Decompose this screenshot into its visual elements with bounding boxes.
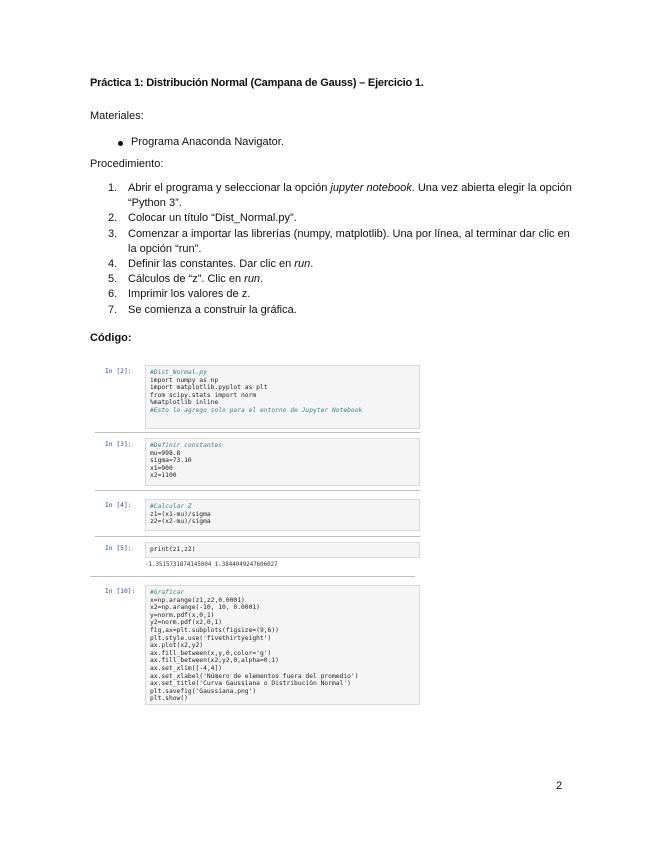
code-line: #Graficar (150, 589, 185, 596)
step-number: 2. (108, 212, 118, 225)
code-line: ax.set_title('Curva Gaussiana o Distribución Normal') (150, 680, 351, 688)
materials-item-text: Programa Anaconda Navigator. (131, 136, 284, 148)
code-line: ax.plot(x2,y2) (150, 642, 204, 650)
cell-code[interactable] (145, 365, 420, 429)
code-line: z2=(x2-mu)/sigma (150, 518, 211, 526)
step-text: Definir las constantes. Dar clic en (128, 258, 295, 271)
notebook-cell-plot[interactable] (95, 585, 420, 705)
cell-code[interactable] (145, 438, 420, 486)
code-line: #Definir constantes (150, 442, 223, 449)
code-line: x=np.arange(z1,z2,0.0001) (150, 596, 245, 604)
notebook-cell-constants[interactable] (95, 438, 420, 486)
procedure-step (108, 181, 578, 211)
step-text: Comenzar a importar las librerías (numpy, matplotlib). Una por línea, al terminar dar clic en la opción “run”. (128, 227, 570, 255)
procedure-step (108, 303, 578, 318)
code-line: ax.fill_between(x2,y2,0,alpha=0.1) (150, 657, 279, 665)
cell-code[interactable] (145, 499, 420, 531)
bullet-icon (118, 141, 123, 146)
step-emphasis: run (294, 258, 311, 271)
step-text-end: . (260, 273, 264, 286)
step-text: Cálculos de “z”. Clic en (128, 273, 245, 286)
cell-prompt: In [2]: (105, 368, 132, 375)
code-line: ax.fill_between(x,y,0,color='g') (150, 649, 272, 657)
notebook-cell-calc-z[interactable] (95, 499, 420, 531)
code-line: y2=norm.pdf(x2,0,1) (150, 619, 223, 627)
procedure-steps (108, 181, 578, 318)
step-number: 1. (108, 182, 118, 194)
code-line: plt.savefig('Gaussiana.png') (150, 687, 257, 695)
cell-prompt: In [3]: (105, 441, 132, 448)
code-line: plt.show() (150, 695, 188, 703)
cell-code[interactable] (145, 585, 420, 705)
cell-output: -1.3515731874145004 1.3844049247606027 (145, 562, 278, 568)
code-line: #Calcular Z (150, 503, 192, 510)
cell-divider (95, 490, 420, 491)
step-emphasis: jupyter notebook (330, 182, 412, 194)
notebook-cell-print[interactable] (95, 542, 420, 558)
step-text-end: . (310, 258, 314, 271)
code-line: %matplotlib inline (150, 399, 219, 407)
code-line: import matplotlib.pyplot as plt (150, 384, 268, 392)
code-line: mu=998.8 (150, 449, 181, 457)
materials-heading: Materiales: (90, 110, 144, 122)
code-line: fig,ax=plt.subplots(figsize=(9,6)) (150, 626, 279, 634)
code-line: x1=900 (150, 464, 173, 472)
step-number: 7. (108, 303, 118, 316)
step-text-end: . Una vez abierta elegir la opción “Python 3”. (128, 182, 572, 210)
procedure-step (108, 272, 578, 287)
cell-prompt: In [4]: (105, 502, 132, 509)
code-line: from scipy.stats import norm (150, 391, 257, 399)
procedure-step (108, 227, 578, 257)
page-title: Práctica 1: Distribución Normal (Campana de Gauss) – Ejercicio 1. (90, 77, 424, 89)
code-line: x2=np.arange(-10, 10, 0.0001) (150, 604, 260, 612)
cell-code[interactable] (145, 542, 420, 558)
code-line: #Dist_Normal.py (150, 369, 207, 376)
step-text: Colocar un título “Dist_Normal.py”. (128, 212, 297, 225)
procedure-step (108, 287, 578, 302)
cell-divider (95, 536, 420, 537)
procedure-step (108, 211, 578, 226)
cell-divider (95, 432, 420, 433)
code-line: print(z1,z2) (150, 546, 196, 553)
code-heading: Código: (90, 332, 132, 344)
step-number: 4. (108, 258, 118, 271)
notebook-cell-imports[interactable] (95, 365, 420, 429)
step-number: 6. (108, 288, 118, 301)
code-line: z1=(x1-mu)/sigma (150, 510, 211, 518)
code-line: import numpy as np (150, 376, 219, 384)
procedure-step (108, 257, 578, 272)
code-line: sigma=73.10 (150, 457, 192, 465)
procedure-heading: Procedimiento: (90, 158, 164, 170)
step-text: Abrir el programa y seleccionar la opción (128, 182, 331, 194)
cell-prompt: In [10]: (105, 588, 136, 595)
step-number: 5. (108, 273, 118, 286)
code-line: #Esto lo agrego solo para el entorno de Jupyter Notebook (150, 406, 363, 414)
step-emphasis: run (244, 273, 261, 286)
cell-divider (90, 576, 415, 577)
page-number: 2 (556, 780, 563, 792)
code-line: x2=1100 (150, 472, 177, 480)
cell-prompt: In [5]: (105, 545, 132, 552)
code-line: ax.set_xlabel('Número de elementos fuera del promedio') (150, 672, 359, 680)
code-line: y=norm.pdf(x,0,1) (150, 611, 215, 619)
code-line: ax.set_xlim([-4,4]) (150, 664, 223, 672)
step-text: Imprimir los valores de z. (128, 288, 251, 301)
step-text: Se comienza a construir la gráfica. (128, 303, 297, 316)
code-line: plt.style.use('fivethirtyeight') (150, 634, 272, 642)
step-number: 3. (108, 227, 118, 240)
